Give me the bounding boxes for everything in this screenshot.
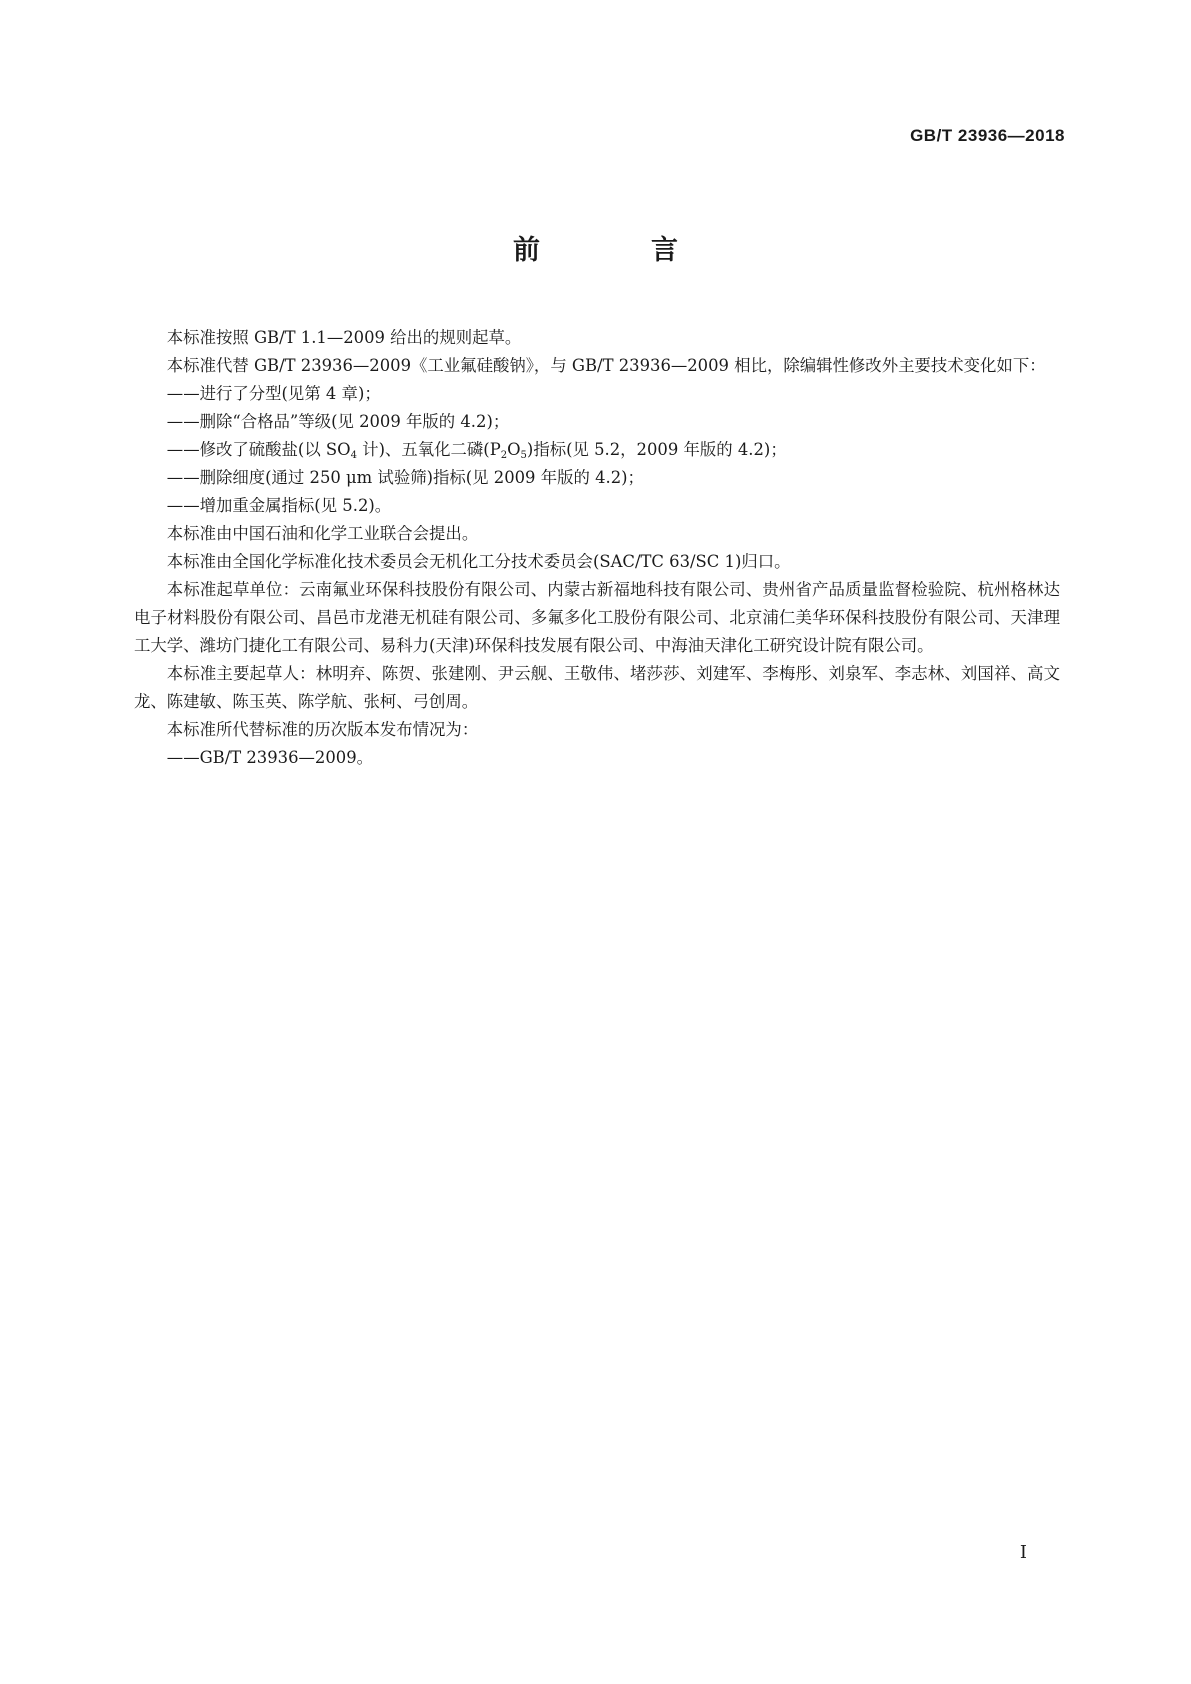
change-item-grade-removed: ——删除“合格品”等级(见 2009 年版的 4.2)；	[166, 412, 510, 431]
page-title: 前 言	[513, 235, 720, 266]
change-item-text-b: 计)、五氧化二磷(P	[356, 440, 501, 459]
subscript-2: 2	[500, 450, 508, 461]
subscript-5: 5	[520, 450, 527, 461]
history-intro-paragraph: 本标准所代替标准的历次版本发布情况为：	[166, 720, 479, 739]
replacement-paragraph: 本标准代替 GB/T 23936—2009《工业氟硅酸钠》，与 GB/T 23936—2009 相比，除编辑性修改外主要技术变化如下：	[166, 356, 1046, 375]
change-item-classification: ——进行了分型(见第 4 章)；	[166, 384, 381, 403]
change-item-text-c: O	[507, 440, 521, 459]
change-item-text-a: ——修改了硫酸盐(以 SO	[166, 440, 351, 459]
change-item-sulfate-phosphorus	[134, 436, 1060, 464]
page-number: I	[1019, 1542, 1027, 1563]
change-item-text-d: )指标(见 5.2，2009 年版的 4.2)；	[526, 440, 787, 459]
change-item-fineness-removed: ——删除细度(通过 250 μm 试验筛)指标(见 2009 年版的 4.2)；	[166, 468, 644, 487]
document-body	[134, 324, 1060, 772]
standard-code: GB/T 23936—2018	[910, 126, 1065, 145]
drafting-units-paragraph: 本标准起草单位：云南氟业环保科技股份有限公司、内蒙古新福地科技有限公司、贵州省产品质量监督检验院、杭州格林达电子材料股份有限公司、昌邑市龙港无机硅有限公司、多氟多化工股份有限公司、北京浦仁美华环保科技股份有限公司、天津理工大学、潍坊门捷化工有限公司、易科力(天津)环保科技发展有限公司、中海油天津化工研究设计院有限公司。	[134, 580, 1060, 655]
change-item-heavy-metals: ——增加重金属指标(见 5.2)。	[166, 496, 392, 515]
proposer-paragraph: 本标准由中国石油和化学工业联合会提出。	[166, 524, 479, 543]
subscript-4: 4	[350, 450, 357, 461]
committee-paragraph: 本标准由全国化学标准化技术委员会无机化工分技术委员会(SAC/TC 63/SC 1)归口。	[166, 552, 791, 571]
drafters-paragraph: 本标准主要起草人：林明弃、陈贺、张建刚、尹云舰、王敬伟、堵莎莎、刘建军、李梅彤、刘泉军、李志林、刘国祥、高文龙、陈建敏、陈玉英、陈学航、张柯、弓创周。	[134, 664, 1060, 711]
drafting-rule-paragraph: 本标准按照 GB/T 1.1—2009 给出的规则起草。	[166, 328, 522, 347]
history-item: ——GB/T 23936—2009。	[166, 748, 374, 767]
